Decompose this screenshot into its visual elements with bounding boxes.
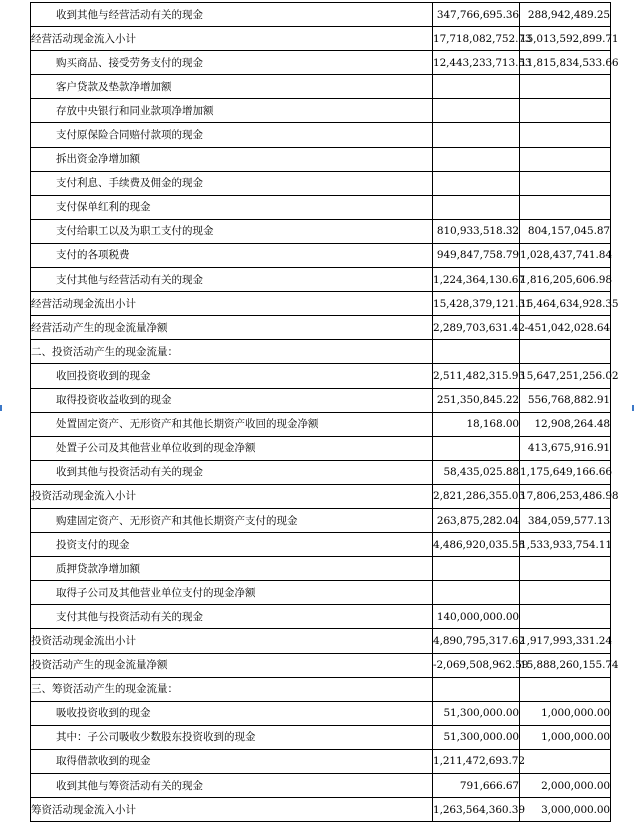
current-period-amount: 12,443,233,713.53 [433,51,520,75]
table-row [31,51,611,75]
current-period-amount: 263,875,282.04 [433,508,520,532]
table-row [31,412,611,436]
table-row [31,653,611,677]
previous-period-amount [520,581,611,605]
table-row [31,460,611,484]
previous-period-amount: 1,000,000.00 [520,701,611,725]
table-row [31,533,611,557]
previous-period-amount: 17,806,253,486.98 [520,484,611,508]
previous-period-amount: 1,175,649,166.66 [520,460,611,484]
current-period-amount: 1,263,564,360.39 [433,798,520,822]
current-period-amount [433,75,520,99]
row-label: 投资活动产生的现金流量净额 [31,653,433,677]
previous-period-amount: 1,533,933,754.11 [520,533,611,557]
current-period-amount: 347,766,695.36 [433,3,520,27]
current-period-amount [433,677,520,701]
current-period-amount: 18,168.00 [433,412,520,436]
previous-period-amount: 15,888,260,155.74 [520,653,611,677]
table-row [31,75,611,99]
current-period-amount [433,436,520,460]
previous-period-amount: 556,768,882.91 [520,388,611,412]
table-row [31,292,611,316]
current-period-amount [433,171,520,195]
row-label: 拆出资金净增加额 [31,147,433,171]
current-period-amount: 791,666.67 [433,774,520,798]
row-label: 取得投资收益收到的现金 [31,388,433,412]
current-period-amount [433,195,520,219]
table-row [31,388,611,412]
table-row [31,557,611,581]
table-row [31,436,611,460]
previous-period-amount: 384,059,577.13 [520,508,611,532]
table-row [31,749,611,773]
current-period-amount [433,557,520,581]
current-period-amount: 2,511,482,315.93 [433,364,520,388]
previous-period-amount: 413,675,916.91 [520,436,611,460]
previous-period-amount: 2,000,000.00 [520,774,611,798]
row-label: 支付的各项税费 [31,243,433,267]
table-row [31,316,611,340]
previous-period-amount: 15,464,634,928.35 [520,292,611,316]
row-label: 收回投资收到的现金 [31,364,433,388]
row-label: 投资支付的现金 [31,533,433,557]
row-label: 存放中央银行和同业款项净增加额 [31,99,433,123]
row-label: 收到其他与经营活动有关的现金 [31,3,433,27]
previous-period-amount [520,557,611,581]
previous-period-amount [520,171,611,195]
row-label: 支付保单红利的现金 [31,195,433,219]
table-row [31,508,611,532]
row-label: 二、投资活动产生的现金流量： [31,340,433,364]
row-label: 质押贷款净增加额 [31,557,433,581]
current-period-amount [433,581,520,605]
row-label: 购建固定资产、无形资产和其他长期资产支付的现金 [31,508,433,532]
current-period-amount: 1,224,364,130.67 [433,268,520,292]
previous-period-amount: 15,013,592,899.71 [520,27,611,51]
table-row [31,3,611,27]
previous-period-amount: 1,816,205,606.98 [520,268,611,292]
table-row [31,268,611,292]
table-row [31,195,611,219]
row-label: 经营活动现金流出小计 [31,292,433,316]
row-label: 收到其他与筹资活动有关的现金 [31,774,433,798]
previous-period-amount [520,340,611,364]
previous-period-amount: 12,908,264.48 [520,412,611,436]
table-row [31,774,611,798]
row-label: 其中：子公司吸收少数股东投资收到的现金 [31,725,433,749]
current-period-amount: 2,289,703,631.42 [433,316,520,340]
row-label: 支付利息、手续费及佣金的现金 [31,171,433,195]
current-period-amount: 4,486,920,035.58 [433,533,520,557]
row-label: 支付其他与投资活动有关的现金 [31,605,433,629]
previous-period-amount: 288,942,489.25 [520,3,611,27]
row-label: 取得借款收到的现金 [31,749,433,773]
current-period-amount: 17,718,082,752.73 [433,27,520,51]
table-row [31,340,611,364]
previous-period-amount: 804,157,045.87 [520,219,611,243]
table-row [31,147,611,171]
row-label: 支付其他与经营活动有关的现金 [31,268,433,292]
table-row [31,219,611,243]
current-period-amount: 140,000,000.00 [433,605,520,629]
previous-period-amount [520,99,611,123]
row-label: 经营活动现金流入小计 [31,27,433,51]
row-label: 支付给职工以及为职工支付的现金 [31,219,433,243]
table-row [31,725,611,749]
current-period-amount: 1,211,472,693.72 [433,749,520,773]
current-period-amount: 51,300,000.00 [433,725,520,749]
current-period-amount [433,123,520,147]
previous-period-amount: 15,647,251,256.02 [520,364,611,388]
table-row [31,123,611,147]
previous-period-amount: 1,028,437,741.84 [520,243,611,267]
row-label: 处置子公司及其他营业单位收到的现金净额 [31,436,433,460]
row-label: 客户贷款及垫款净增加额 [31,75,433,99]
previous-period-amount [520,147,611,171]
row-label: 三、筹资活动产生的现金流量： [31,677,433,701]
row-label: 取得子公司及其他营业单位支付的现金净额 [31,581,433,605]
table-row [31,629,611,653]
cash-flow-table-body [31,3,619,822]
previous-period-amount [520,123,611,147]
cash-flow-table [30,2,619,822]
row-label: 经营活动产生的现金流量净额 [31,316,433,340]
table-row [31,171,611,195]
previous-period-amount: -451,042,028.64 [520,316,611,340]
table-row [31,677,611,701]
table-row [31,27,611,51]
previous-period-amount: 1,917,993,331.24 [520,629,611,653]
previous-period-amount [520,195,611,219]
current-period-amount: 15,428,379,121.31 [433,292,520,316]
table-row [31,484,611,508]
previous-period-amount [520,749,611,773]
row-label: 处置固定资产、无形资产和其他长期资产收回的现金净额 [31,412,433,436]
current-period-amount: 2,821,286,355.03 [433,484,520,508]
current-period-amount: 949,847,758.79 [433,243,520,267]
previous-period-amount [520,677,611,701]
row-label: 投资活动现金流出小计 [31,629,433,653]
current-period-amount: 251,350,845.22 [433,388,520,412]
current-period-amount: 51,300,000.00 [433,701,520,725]
table-row [31,99,611,123]
left-edge-marker [0,405,2,411]
previous-period-amount: 1,000,000.00 [520,725,611,749]
table-row [31,798,611,822]
current-period-amount [433,147,520,171]
row-label: 购买商品、接受劳务支付的现金 [31,51,433,75]
previous-period-amount: 3,000,000.00 [520,798,611,822]
table-row [31,364,611,388]
previous-period-amount: 11,815,834,533.66 [520,51,611,75]
current-period-amount: 58,435,025.88 [433,460,520,484]
table-row [31,243,611,267]
previous-period-amount [520,605,611,629]
row-label: 投资活动现金流入小计 [31,484,433,508]
row-label: 吸收投资收到的现金 [31,701,433,725]
current-period-amount: 4,890,795,317.62 [433,629,520,653]
current-period-amount [433,99,520,123]
current-period-amount: 810,933,518.32 [433,219,520,243]
row-label: 收到其他与投资活动有关的现金 [31,460,433,484]
row-label: 支付原保险合同赔付款项的现金 [31,123,433,147]
current-period-amount [433,340,520,364]
table-row [31,605,611,629]
current-period-amount: -2,069,508,962.59 [433,653,520,677]
table-row [31,581,611,605]
row-label: 筹资活动现金流入小计 [31,798,433,822]
previous-period-amount [520,75,611,99]
table-row [31,701,611,725]
